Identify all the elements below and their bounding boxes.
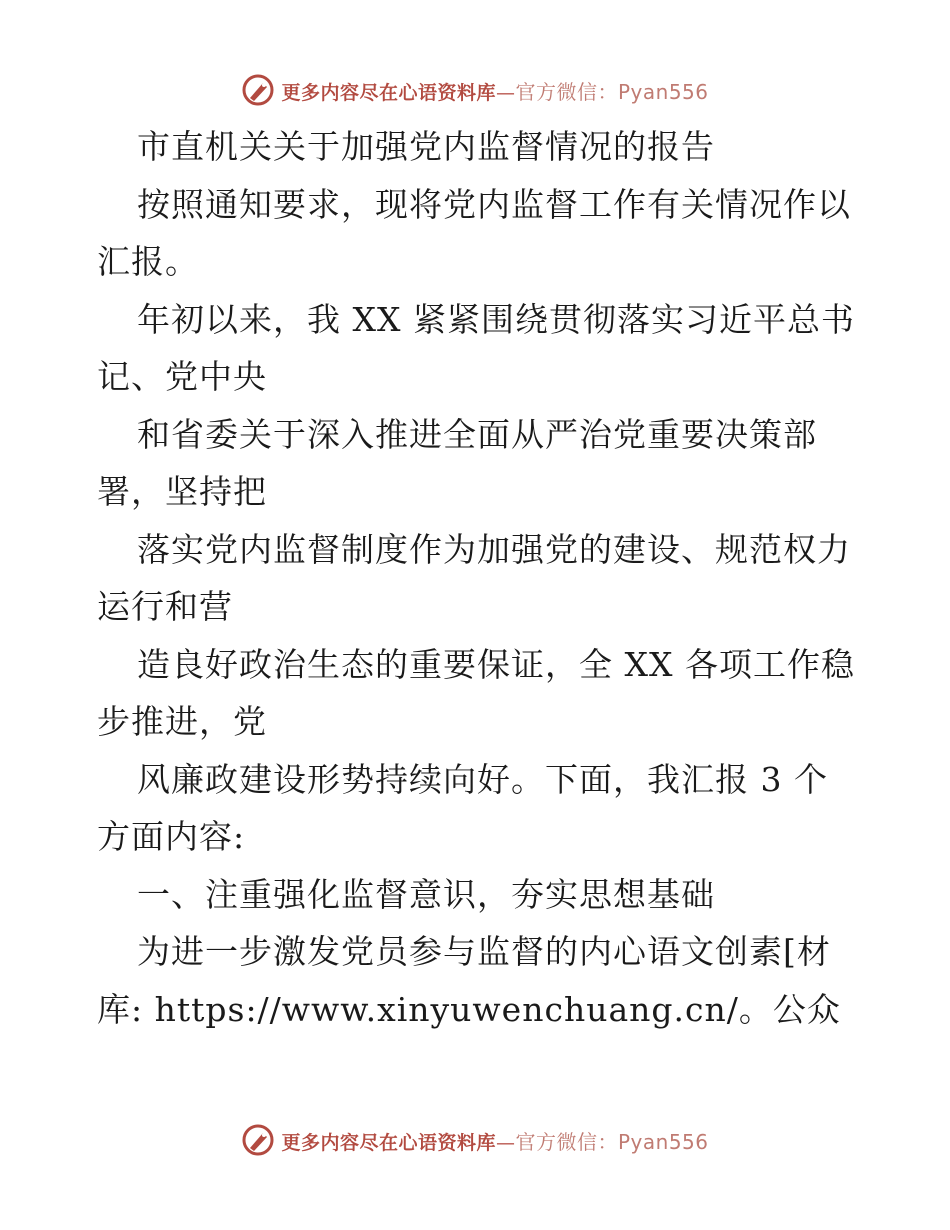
banner-brand: 更多内容尽在心语资料库 bbox=[281, 81, 496, 104]
doc-line: 记、党中央 bbox=[97, 357, 267, 396]
doc-line: 运行和营 bbox=[97, 587, 233, 626]
document-body bbox=[97, 118, 857, 1038]
doc-line: 造良好政治生态的重要保证，全 XX 各项工作稳 bbox=[137, 644, 855, 684]
doc-line: 汇报。 bbox=[97, 242, 199, 281]
doc-line: 为进一步激发党员参与监督的内心语文创素[材 bbox=[137, 932, 831, 971]
doc-line: 库: https://www.xinyuwenchuang.cn/。公众 bbox=[97, 989, 841, 1029]
pen-nib-logo-icon bbox=[241, 73, 275, 107]
pen-nib-logo-icon bbox=[241, 1123, 275, 1157]
doc-line: 落实党内监督制度作为加强党的建设、规范权力 bbox=[137, 529, 851, 569]
banner-brand: 更多内容尽在心语资料库 bbox=[281, 1131, 496, 1154]
doc-line: 按照通知要求，现将党内监督工作有关情况作以 bbox=[137, 184, 851, 224]
doc-line: 署，坚持把 bbox=[97, 472, 267, 511]
doc-line: 年初以来，我 XX 紧紧围绕贯彻落实习近平总书 bbox=[137, 299, 855, 339]
doc-line: 步推进，党 bbox=[97, 702, 267, 741]
header-banner bbox=[0, 68, 950, 112]
banner-wechat: 官方微信：Pyan556 bbox=[515, 1129, 709, 1154]
doc-line: 风廉政建设形势持续向好。下面，我汇报 3 个 bbox=[137, 759, 828, 799]
banner-text bbox=[281, 76, 708, 105]
doc-title: 市直机关关于加强党内监督情况的报告 bbox=[137, 127, 715, 166]
banner-wechat: 官方微信：Pyan556 bbox=[515, 79, 709, 104]
doc-line: 和省委关于深入推进全面从严治党重要决策部 bbox=[137, 414, 817, 454]
section-heading: 一、注重强化监督意识，夯实思想基础 bbox=[137, 874, 715, 914]
footer-banner bbox=[0, 1118, 950, 1162]
doc-line: 方面内容: bbox=[97, 817, 246, 856]
banner-dash: — bbox=[496, 81, 516, 104]
banner-text bbox=[281, 1126, 708, 1155]
banner-dash: — bbox=[496, 1131, 516, 1154]
